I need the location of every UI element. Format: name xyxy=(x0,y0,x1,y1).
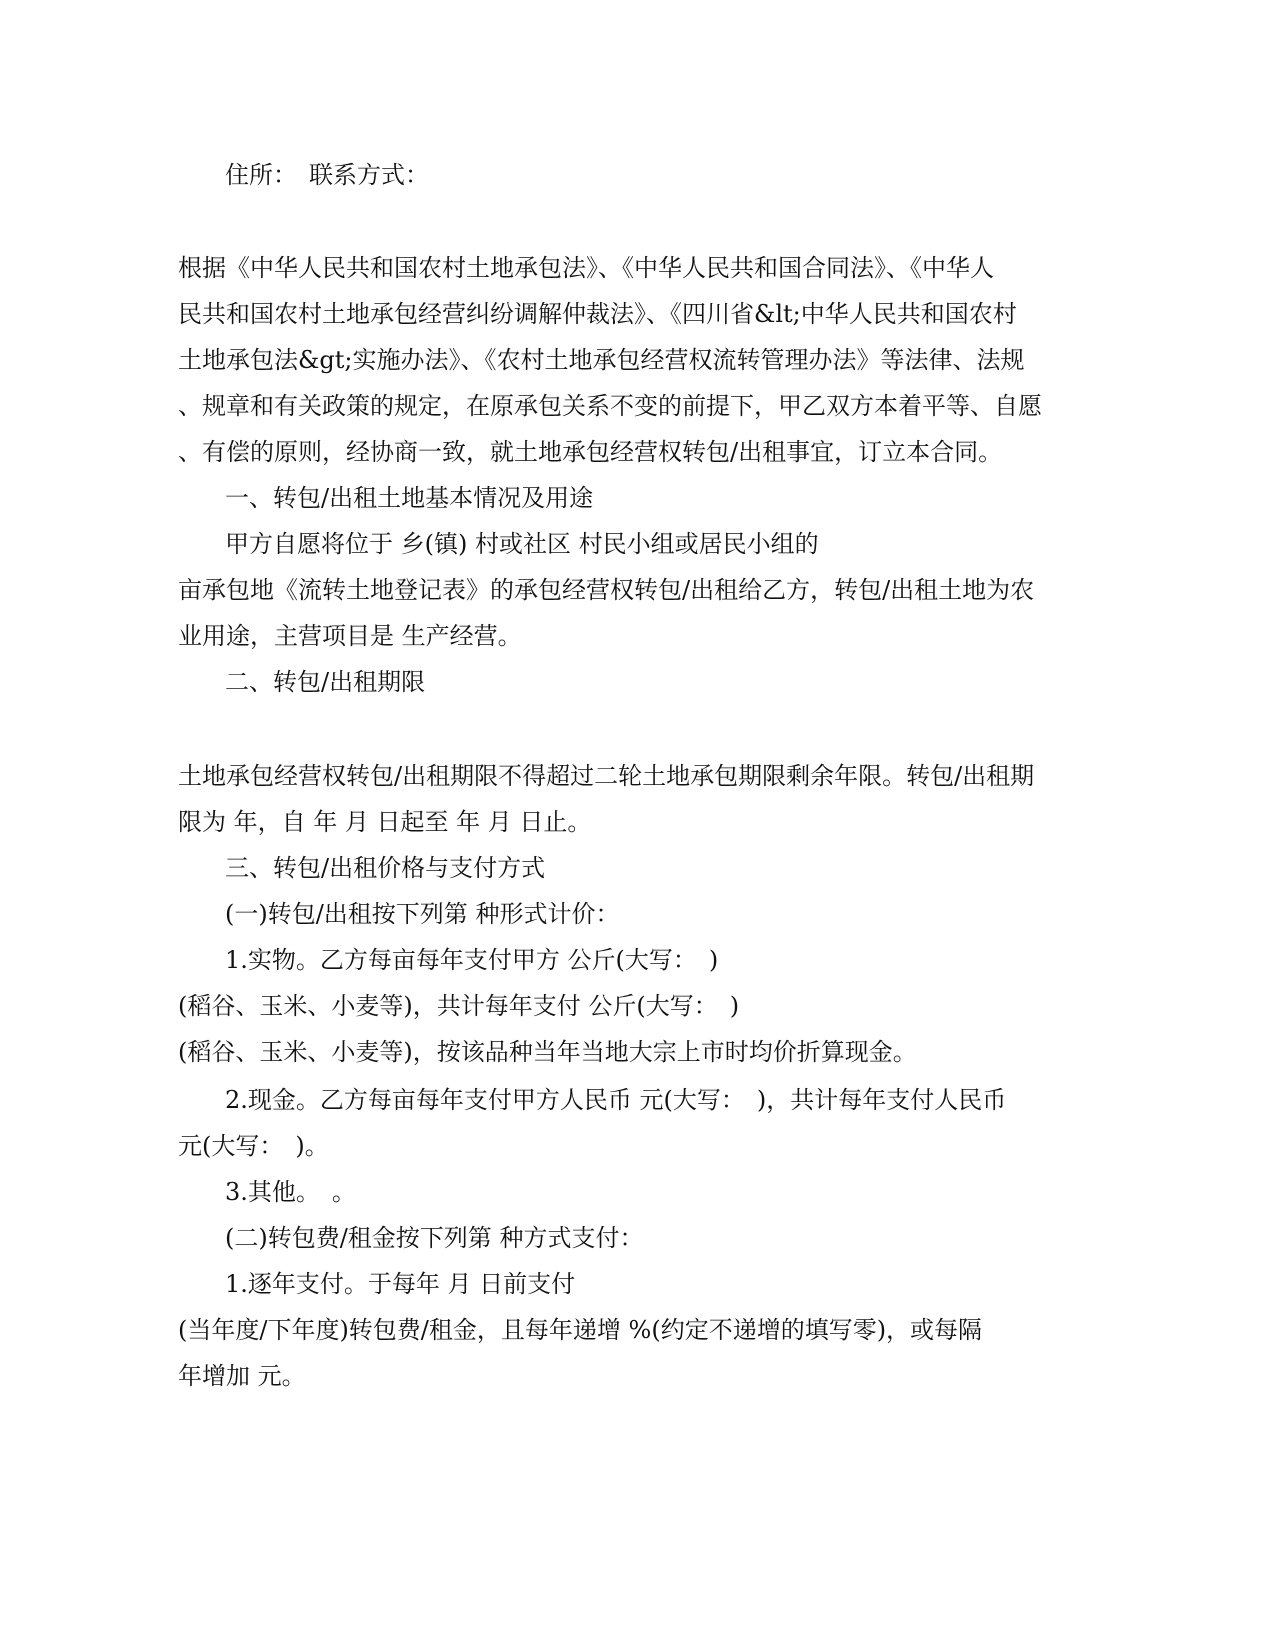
text-line-other: 3.其他。 。 xyxy=(225,1178,356,1206)
text-line-location: 甲方自愿将位于 乡(镇) 村或社区 村民小组或居民小组的 xyxy=(225,530,819,558)
text-line-payment-method: (二)转包费/租金按下列第 种方式支付： xyxy=(225,1224,644,1252)
section-heading-2: 二、转包/出租期限 xyxy=(225,668,426,696)
text-line-land-use-2: 业用途，主营项目是 生产经营。 xyxy=(178,622,522,650)
text-line-in-kind-3: (稻谷、玉米、小麦等)，按该品种当年当地大宗上市时均价折算现金。 xyxy=(178,1038,917,1066)
text-line-term-1: 土地承包经营权转包/出租期限不得超过二轮土地承包期限剩余年限。转包/出租期 xyxy=(178,762,1035,790)
text-line-laws-2: 民共和国农村土地承包经营纠纷调解仲裁法》、《四川省&lt;中华人民共和国农村 xyxy=(178,300,1017,328)
text-line-annual-payment-3: 年增加 元。 xyxy=(178,1362,306,1390)
text-line-address-contact: 住所： 联系方式： xyxy=(225,161,429,189)
text-line-land-use-1: 亩承包地《流转土地登记表》的承包经营权转包/出租给乙方，转包/出租土地为农 xyxy=(178,576,1035,604)
text-line-laws-3: 土地承包法&gt;实施办法》、《农村土地承包经营权流转管理办法》等法律、法规 xyxy=(178,346,1025,374)
text-line-laws-1: 根据《中华人民共和国农村土地承包法》、《中华人民共和国合同法》、《中华人 xyxy=(178,254,994,282)
text-line-cash-1: 2.现金。乙方每亩每年支付甲方人民币 元(大写： )，共计每年支付人民币 xyxy=(225,1086,1007,1114)
text-line-laws-4: 、规章和有关政策的规定，在原承包关系不变的前提下，甲乙双方本着平等、自愿 xyxy=(178,392,1042,420)
text-line-in-kind-1: 1.实物。乙方每亩每年支付甲方 公斤(大写： ) xyxy=(225,946,719,974)
section-heading-3: 三、转包/出租价格与支付方式 xyxy=(225,854,546,882)
text-line-laws-5: 、有偿的原则，经协商一致，就土地承包经营权转包/出租事宜，订立本合同。 xyxy=(178,438,1003,466)
text-line-cash-2: 元(大写： )。 xyxy=(178,1132,329,1160)
text-line-term-2: 限为 年，自 年 月 日起至 年 月 日止。 xyxy=(178,808,592,836)
text-line-annual-payment-1: 1.逐年支付。于每年 月 日前支付 xyxy=(225,1270,576,1298)
text-line-in-kind-2: (稻谷、玉米、小麦等)，共计每年支付 公斤(大写： ) xyxy=(178,992,740,1020)
text-line-pricing-form: (一)转包/出租按下列第 种形式计价： xyxy=(225,900,620,928)
text-line-annual-payment-2: (当年度/下年度)转包费/租金，且每年递增 %(约定不递增的填写零)，或每隔 xyxy=(178,1316,983,1344)
section-heading-1: 一、转包/出租土地基本情况及用途 xyxy=(225,484,594,512)
